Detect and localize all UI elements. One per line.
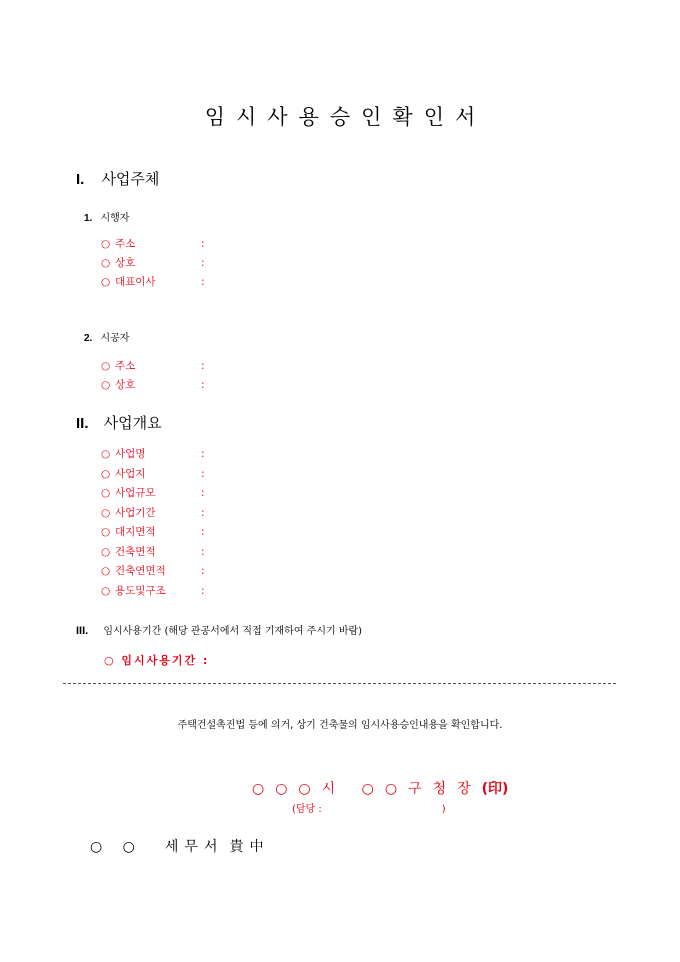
field-row-project-name: ○ 사업명 : [101, 448, 205, 460]
recipient [90, 836, 269, 856]
bullet-circle-icon: ○ [101, 526, 111, 538]
contact-person: (담당 : ) [292, 804, 446, 815]
subsection-1-rows [101, 236, 205, 290]
field-row-project-scale: ○ 사업규모 : [101, 487, 205, 499]
field-label: 건축연면적 [115, 565, 166, 577]
field-label: 상호 [115, 379, 136, 391]
field-label: 사업명 [115, 448, 146, 460]
field-row-company: ○ 상호 : [101, 257, 205, 269]
bullet-circle-icon: ○ [101, 584, 111, 597]
field-row-address: ○ 주소 : [101, 238, 205, 250]
field-row-address: ○ 주소 : [101, 360, 205, 372]
field-label: 대표이사 [115, 276, 156, 288]
section-2-heading [76, 412, 162, 433]
field-label: 주소 [115, 238, 136, 250]
field-label: 주소 [115, 360, 136, 372]
field-row-ceo: ○ 대표이사 : [101, 276, 205, 288]
section-1-label: 사업주체 [101, 170, 160, 188]
field-row-company: ○ 상호 : [101, 379, 205, 391]
field-row-land-area: ○ 대지면적 : [101, 526, 205, 538]
section-2-label: 사업개요 [103, 414, 162, 432]
subsection-2-rows [101, 358, 205, 393]
section-3-heading [76, 619, 362, 638]
dashed-divider [63, 683, 616, 684]
temporary-use-period-field: ○ 임시사용기간 : [104, 654, 210, 667]
section-2-number: II. [76, 415, 89, 432]
section-1-number: I. [76, 171, 85, 188]
section-1-heading [76, 168, 159, 189]
bullet-circle-icon: ○ [101, 565, 111, 577]
field-label: 용도및구조 [115, 584, 166, 597]
section-2-rows [101, 446, 205, 599]
subsection-2-heading [84, 326, 129, 345]
document-title: 임시사용승인확인서 [204, 105, 487, 129]
authority-name: ○○○시 ○○구청장 [252, 781, 482, 797]
bullet-circle-icon: ○ [101, 238, 111, 250]
field-label: 사업지 [115, 467, 146, 480]
bullet-circle-icon: ○ [101, 448, 111, 460]
seal-mark: (印) [481, 781, 509, 797]
field-label: 건축면적 [115, 545, 156, 558]
field-label: 사업기간 [115, 506, 156, 519]
subsection-2-number: 2. [84, 333, 93, 344]
bullet-circle-icon: ○ [101, 276, 111, 288]
recipient-office: 세무서 [164, 839, 224, 855]
field-label: 상호 [115, 257, 136, 269]
subsection-1-heading [84, 206, 129, 225]
subsection-2-label: 시공자 [100, 333, 130, 344]
field-row-use-structure: ○ 용도및구조 : [101, 584, 205, 597]
bullet-circle-icon: ○ [101, 360, 111, 372]
bullet-circle-icon: ○ [101, 379, 111, 391]
confirmation-statement: 주택건설촉진법 등에 의거, 상기 건축물의 임시사용승인내용을 확인합니다. [177, 720, 503, 731]
bullet-circle-icon: ○ [101, 487, 111, 499]
field-label: 대지면적 [115, 526, 156, 538]
subsection-1-number: 1. [84, 213, 93, 224]
section-3-number: III. [76, 625, 89, 637]
field-row-total-floor-area: ○ 건축연면적 : [101, 565, 205, 577]
field-label: 사업규모 [115, 487, 156, 499]
bullet-circle-icon: ○ [101, 545, 111, 558]
bullet-circle-icon: ○ [101, 467, 111, 480]
section-3-label: 임시사용기간 (해당 관공서에서 직접 기재하여 주시기 바람) [103, 626, 363, 637]
subsection-1-label: 시행자 [100, 213, 130, 224]
bullet-circle-icon: ○ [101, 257, 111, 269]
recipient-honorific: 貴中 [229, 839, 270, 855]
field-row-project-period: ○ 사업기간 : [101, 506, 205, 519]
recipient-placeholder: ○ ○ [90, 839, 143, 855]
field-row-project-site: ○ 사업지 : [101, 467, 205, 480]
bullet-circle-icon: ○ [101, 506, 111, 519]
issuing-authority [252, 778, 508, 798]
field-row-building-area: ○ 건축면적 : [101, 545, 205, 558]
